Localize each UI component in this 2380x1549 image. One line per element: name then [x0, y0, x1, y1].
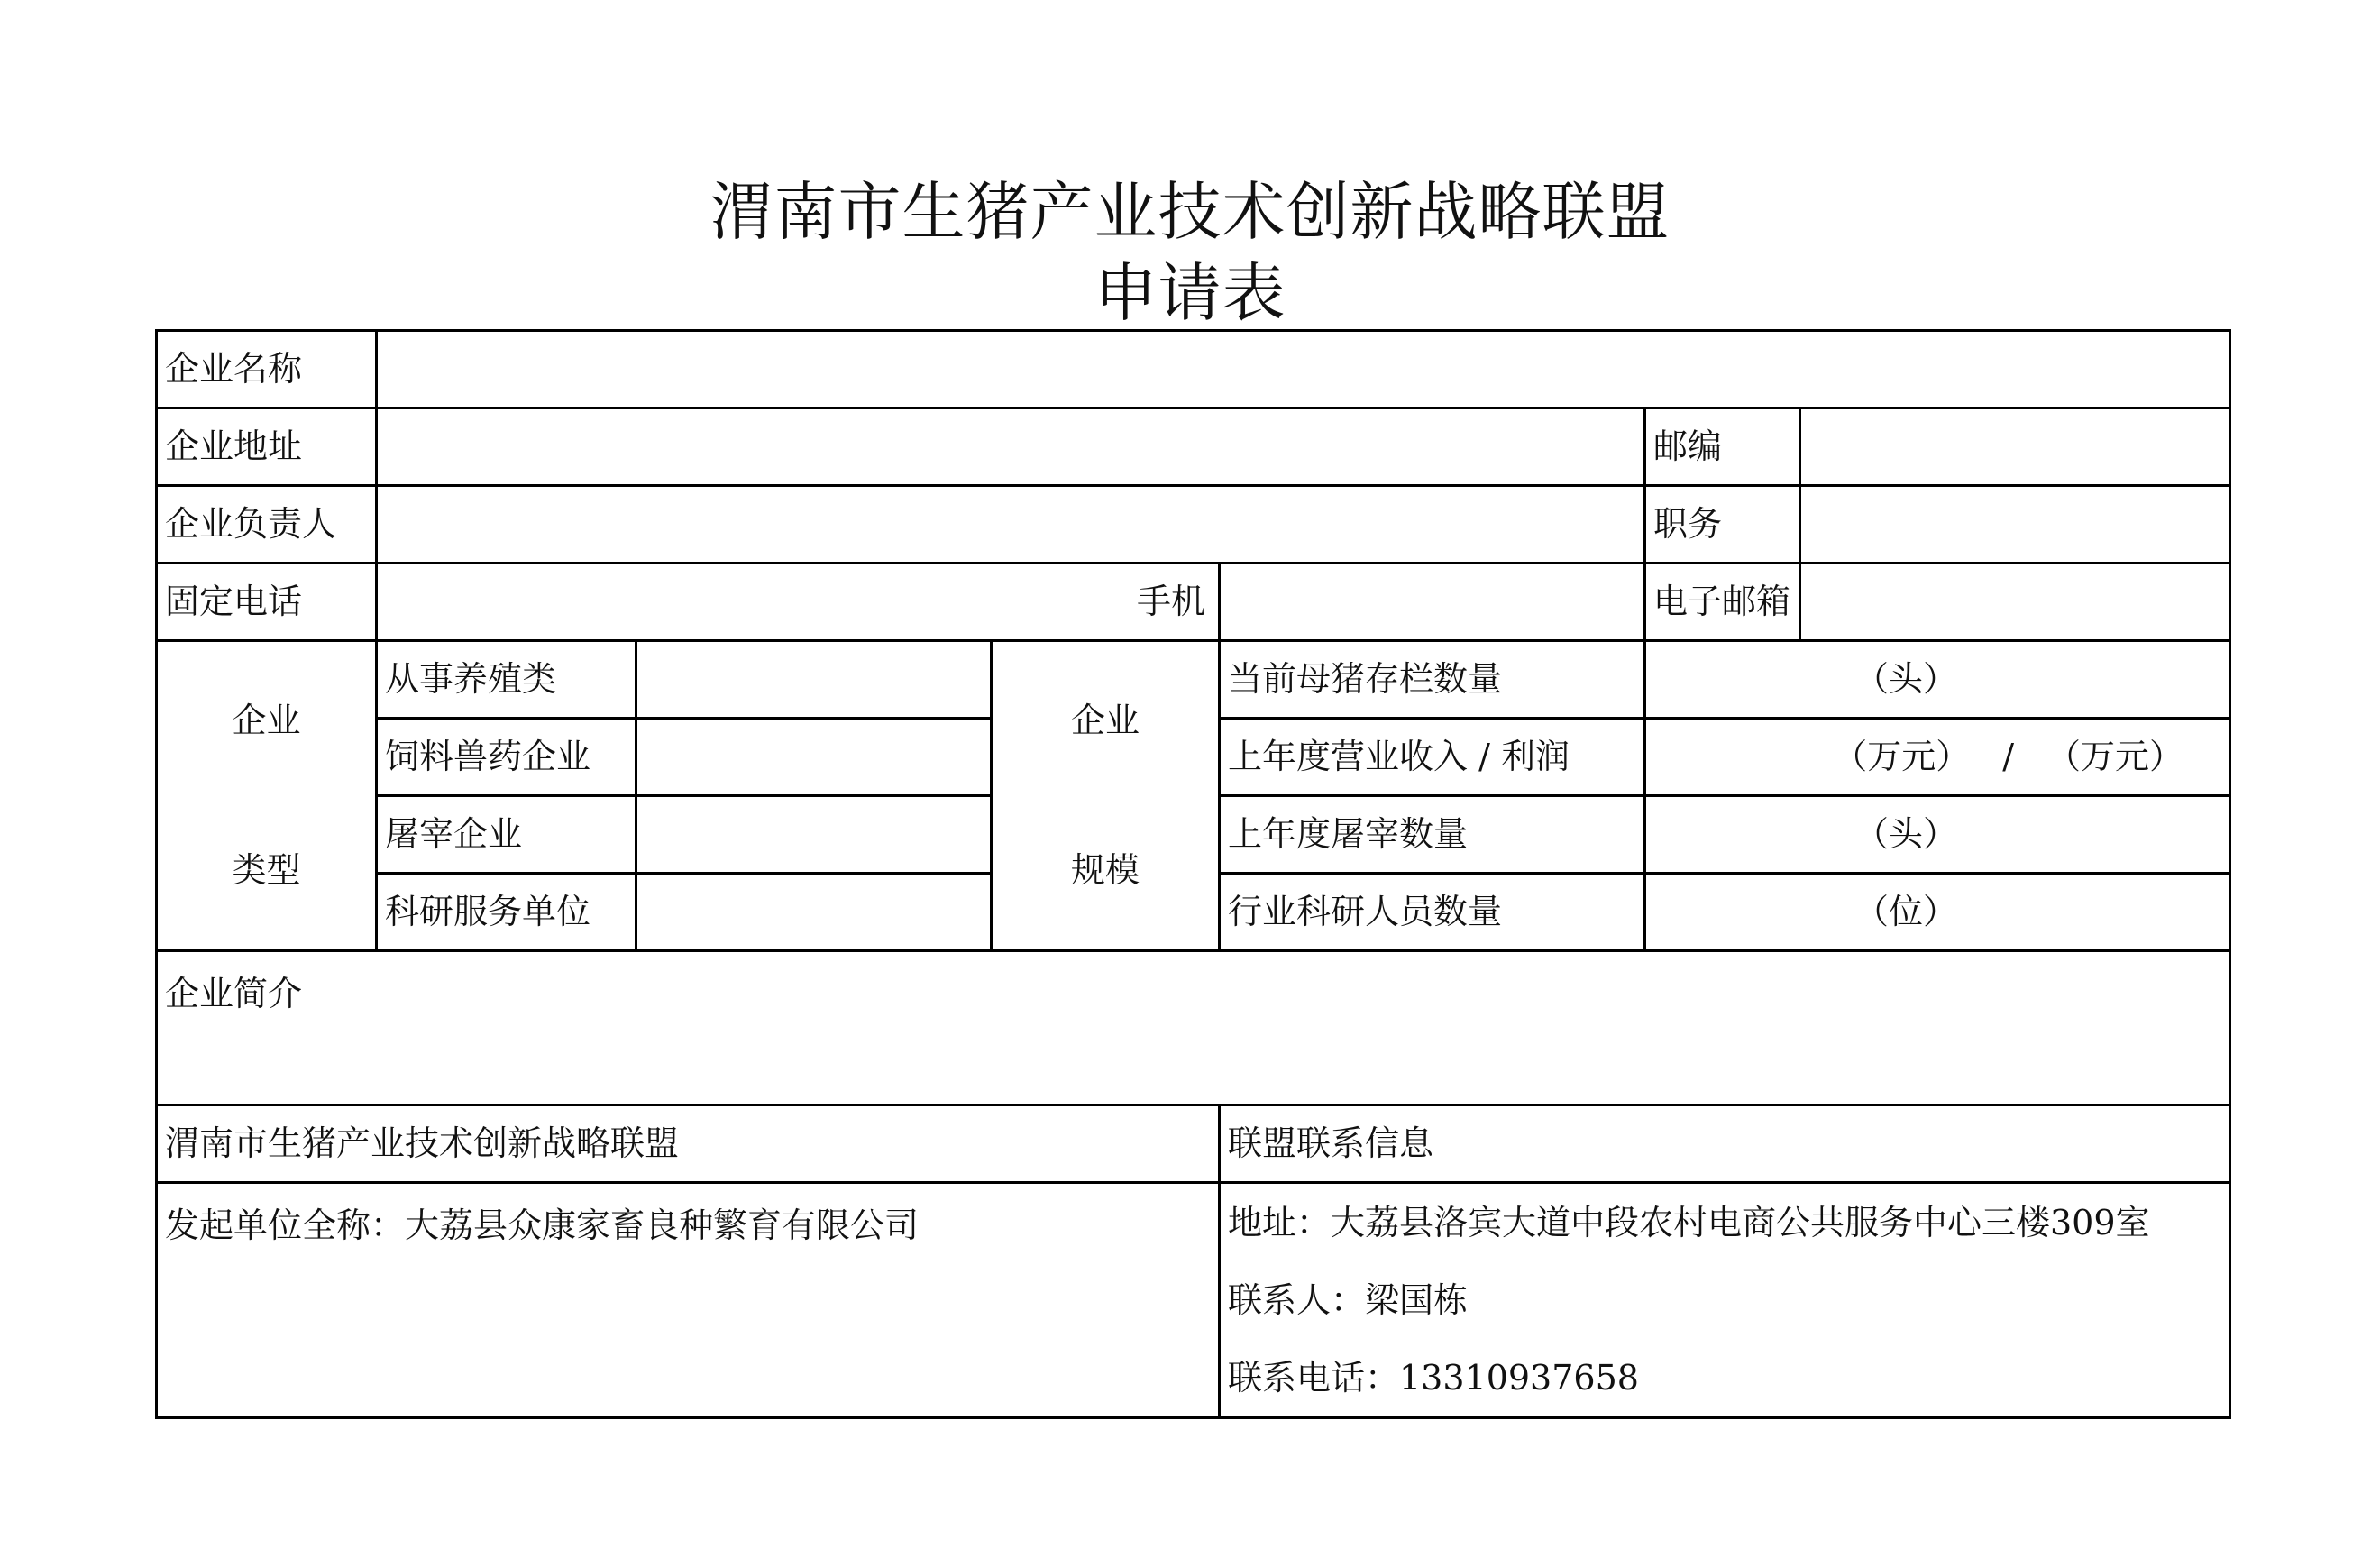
label-position: 职务 [1645, 486, 1800, 564]
unit-ten-thousand-yuan-b: （万元） [2046, 736, 2184, 776]
field-slaughter-count[interactable] [1645, 796, 2230, 874]
application-form-table [155, 329, 2231, 1419]
label-postcode: 邮编 [1645, 408, 1800, 486]
field-company-profile[interactable] [157, 951, 2230, 1105]
alliance-contact-details [1220, 1183, 2230, 1418]
alliance-contact-header: 联盟联系信息 [1220, 1105, 2230, 1183]
alliance-name: 渭南市生猪产业技术创新战略联盟 [157, 1105, 1220, 1183]
form-title: 渭南市生猪产业技术创新战略联盟 [709, 175, 1671, 249]
scale-label-sow-stock: 当前母猪存栏数量 [1220, 641, 1645, 719]
field-revenue-profit[interactable] [1645, 719, 2230, 796]
field-type-feed-vet[interactable] [636, 719, 992, 796]
unit-ten-thousand-yuan-a: （万元） [1833, 736, 1971, 776]
scale-label-slaughter-count: 上年度屠宰数量 [1220, 796, 1645, 874]
field-postcode[interactable] [1800, 408, 2230, 486]
row-phones [157, 564, 2230, 641]
type-option-feed-vet: 饲料兽药企业 [377, 719, 636, 796]
row-alliance-header [157, 1105, 2230, 1183]
row-legal-rep [157, 486, 2230, 564]
type-option-breeding: 从事养殖类 [377, 641, 636, 719]
label-company-address: 企业地址 [157, 408, 377, 486]
field-position[interactable] [1800, 486, 2230, 564]
unit-person: （位） [1854, 891, 1958, 931]
field-landline[interactable] [377, 564, 1220, 641]
form-subtitle: 申请表 [1094, 256, 1286, 330]
field-mobile[interactable] [1220, 564, 1645, 641]
row-company-address [157, 408, 2230, 486]
type-option-slaughter: 屠宰企业 [377, 796, 636, 874]
field-legal-rep[interactable] [377, 486, 1645, 564]
contact-phone: 联系电话：13310937658 [1228, 1358, 1639, 1398]
unit-head: （头） [1854, 658, 1958, 699]
scale-label-researchers: 行业科研人员数量 [1220, 874, 1645, 951]
type-option-research: 科研服务单位 [377, 874, 636, 951]
contact-address: 地址：大荔县洛宾大道中段农村电商公共服务中心三楼309室 [1228, 1203, 2150, 1242]
field-researchers[interactable] [1645, 874, 2230, 951]
row-type-1 [157, 641, 2230, 719]
company-type-top: 企业 [232, 700, 301, 740]
company-scale-top: 企业 [1070, 700, 1140, 740]
unit-separator: / [2002, 736, 2015, 776]
label-mobile: 手机 [1136, 581, 1205, 621]
initiator-unit: 发起单位全称：大荔县众康家畜良种繁育有限公司 [157, 1183, 1220, 1418]
scale-label-revenue-profit: 上年度营业收入 / 利润 [1220, 719, 1645, 796]
field-email[interactable] [1800, 564, 2230, 641]
label-legal-rep: 企业负责人 [157, 486, 377, 564]
field-company-name[interactable] [377, 331, 2230, 408]
contact-person: 联系人：梁国栋 [1228, 1280, 1469, 1320]
label-email: 电子邮箱 [1645, 564, 1800, 641]
label-company-scale [992, 641, 1220, 951]
company-type-bottom: 类型 [232, 849, 301, 890]
row-company-name [157, 331, 2230, 408]
label-company-type [157, 641, 377, 951]
field-type-breeding[interactable] [636, 641, 992, 719]
unit-head: （头） [1854, 813, 1958, 854]
row-profile [157, 951, 2230, 1105]
label-company-profile: 企业简介 [165, 974, 303, 1013]
field-type-slaughter[interactable] [636, 796, 992, 874]
label-landline: 固定电话 [157, 564, 377, 641]
field-sow-stock[interactable] [1645, 641, 2230, 719]
field-type-research[interactable] [636, 874, 992, 951]
field-company-address[interactable] [377, 408, 1645, 486]
company-scale-bottom: 规模 [1070, 849, 1140, 890]
label-company-name: 企业名称 [157, 331, 377, 408]
row-alliance-details [157, 1183, 2230, 1418]
